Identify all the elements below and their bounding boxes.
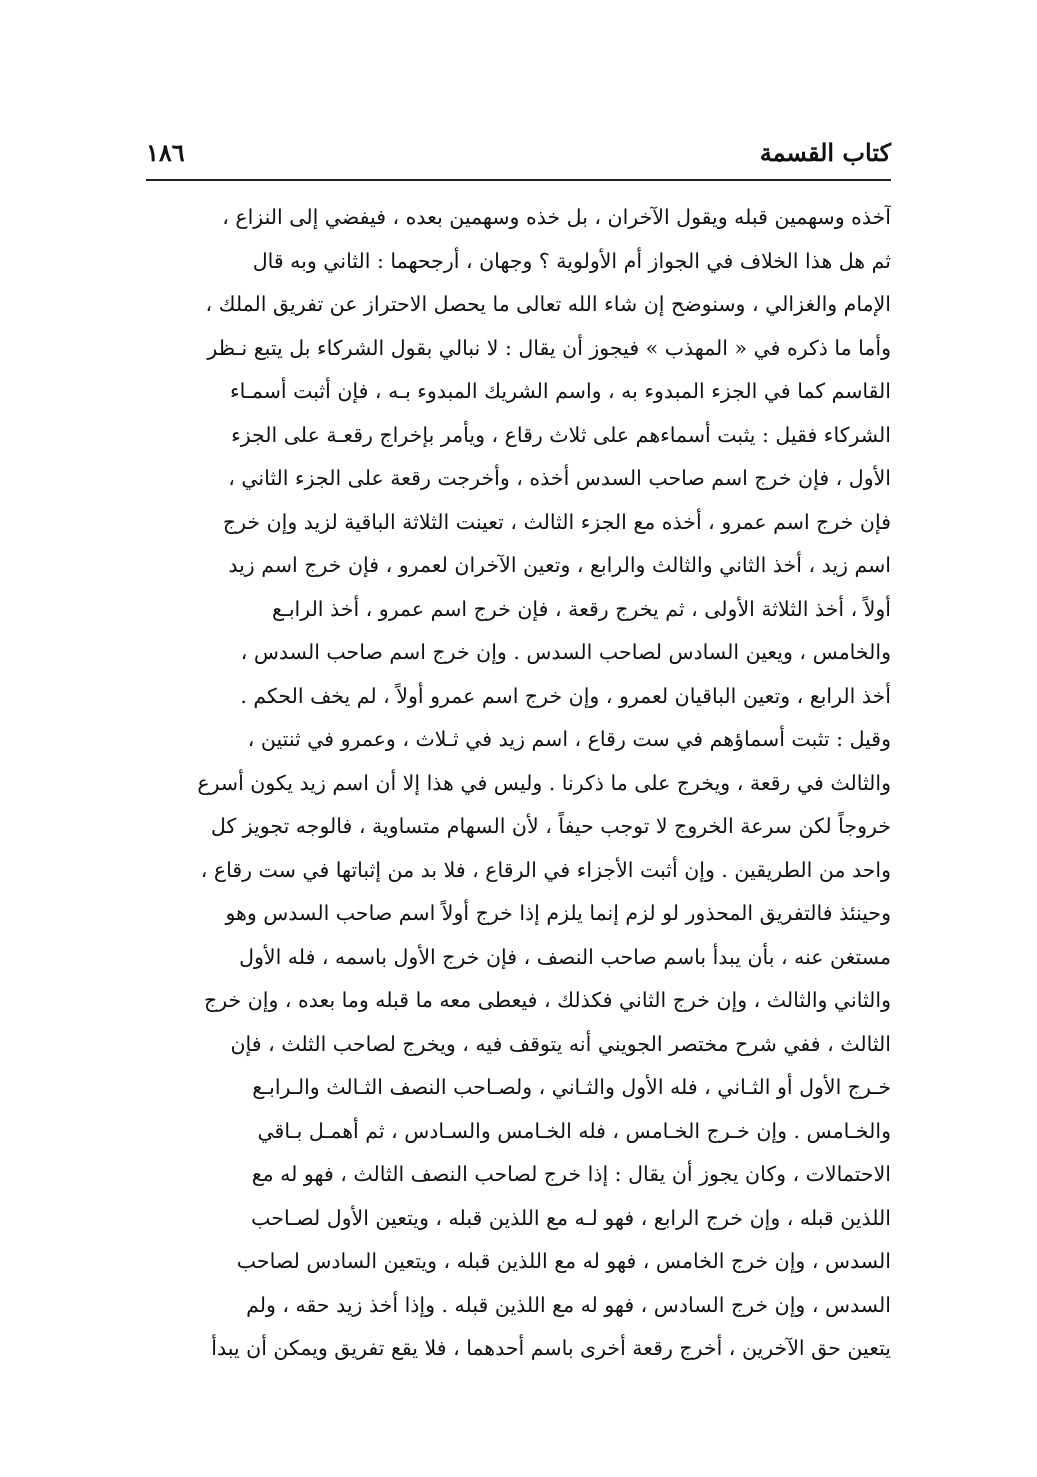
text-line: أولاً ، أخذ الثلاثة الأولى ، ثم يخرج رقعة ، فإن خرج اسم عمرو ، أخذ الرابـع <box>271 596 891 621</box>
header-rule <box>146 179 891 181</box>
text-line: والخامس ، ويعين السادس لصاحب السدس . وإن خرج اسم صاحب السدس ، <box>240 640 891 664</box>
text-line: الإمام والغزالي ، وسنوضح إن شاء الله تعالى ما يحصل الاحتراز عن تفريق الملك ، <box>205 292 891 316</box>
text-line: القاسم كما في الجزء المبدوء به ، واسم الشريك المبدوء بـه ، فإن أثبت أسمـاء <box>229 379 891 403</box>
text-line: والثاني والثالث ، وإن خرج الثاني فكذلك ، فيعطى معه ما قبله وما بعده ، وإن خرج <box>204 988 891 1012</box>
text-line: فإن خرج اسم عمرو ، أخذه مع الجزء الثالث ، تعينت الثلاثة الباقية لزيد وإن خرج <box>222 509 891 534</box>
text-line: الأول ، فإن خرج اسم صاحب السدس أخذه ، وأخرجت رقعة على الجزء الثاني ، <box>228 466 891 490</box>
text-line: وأما ما ذكره في « المهذب » فيجوز أن يقال : لا نبالي بقول الشركاء بل يتبع نـظر <box>207 335 891 360</box>
text-line: اسم زيد ، أخذ الثاني والثالث والرابع ، وتعين الآخران لعمرو ، فإن خرج اسم زيد <box>228 553 891 577</box>
text-line: مستغن عنه ، بأن يبدأ باسم صاحب النصف ، فإن خرج الأول باسمه ، فله الأول <box>239 944 891 969</box>
text-line: السدس ، وإن خرج الخامس ، فهو له مع اللذين قبله ، ويتعين السادس لصاحب <box>236 1249 891 1273</box>
running-title: كتاب القسمة <box>759 138 891 167</box>
text-line: ثم هل هذا الخلاف في الجواز أم الأولوية ؟ وجهان ، أرجحهما : الثاني وبه قال <box>252 248 891 273</box>
text-line: والثالث في رقعة ، ويخرج على ما ذكرنا . وليس في هذا إلا أن اسم زيد يكون أسرع <box>197 770 891 795</box>
text-line: الشركاء فقيل : يثبت أسماءهم على ثلاث رقاع ، ويأمر بإخراج رقعـة على الجزء <box>231 422 891 447</box>
text-line: وحينئذ فالتفريق المحذور لو لزم إنما يلزم إذا خرج أولاً اسم صاحب السدس وهو <box>225 901 891 925</box>
text-line: آخذه وسهمين قبله ويقول الآخران ، بل خذه وسهمين بعده ، فيفضي إلى النزاع ، <box>222 205 891 229</box>
text-line: الثالث ، ففي شرح مختصر الجويني أنه يتوقف فيه ، ويخرج لصاحب الثلث ، فإن <box>230 1031 891 1056</box>
text-line: يتعين حق الآخرين ، أخرج رقعة أخرى باسم أحدهما ، فلا يقع تفريق ويمكن أن يبدأ <box>211 1336 891 1360</box>
text-line: السدس ، وإن خرج السادس ، فهو له مع اللذين قبله . وإذا أخذ زيد حقه ، ولم <box>246 1292 891 1317</box>
text-line: خـرج الأول أو الثـاني ، فله الأول والثـاني ، ولصـاحب النصف الثـالث والـرابـع <box>252 1075 891 1099</box>
body-text <box>146 196 891 1371</box>
text-line: واحد من الطريقين . وإن أثبت الأجزاء في الرقاع ، فلا بد من إثباتها في ست رقاع ، <box>200 857 891 882</box>
text-line: الاحتمالات ، وكان يجوز أن يقال : إذا خرج لصاحب النصف الثالث ، فهو له مع <box>251 1162 891 1186</box>
text-line: أخذ الرابع ، وتعين الباقيان لعمرو ، وإن خرج اسم عمرو أولاً ، لم يخف الحكم . <box>240 683 891 708</box>
text-line: والخـامس . وإن خـرج الخـامس ، فله الخـامس والسـادس ، ثم أهمـل بـاقي <box>257 1118 891 1143</box>
text-line: اللذين قبله ، وإن خرج الرابع ، فهو لـه مع اللذين قبله ، ويتعين الأول لصـاحب <box>251 1205 891 1230</box>
text-line: وقيل : تثبت أسماؤهم في ست رقاع ، اسم زيد في ثـلاث ، وعمرو في ثنتين ، <box>247 727 891 751</box>
page-number: ١٨٦ <box>146 138 185 167</box>
page-header <box>146 134 891 174</box>
text-line: خروجاً لكن سرعة الخروج لا توجب حيفاً ، لأن السهام متساوية ، فالوجه تجويز كل <box>210 814 891 838</box>
